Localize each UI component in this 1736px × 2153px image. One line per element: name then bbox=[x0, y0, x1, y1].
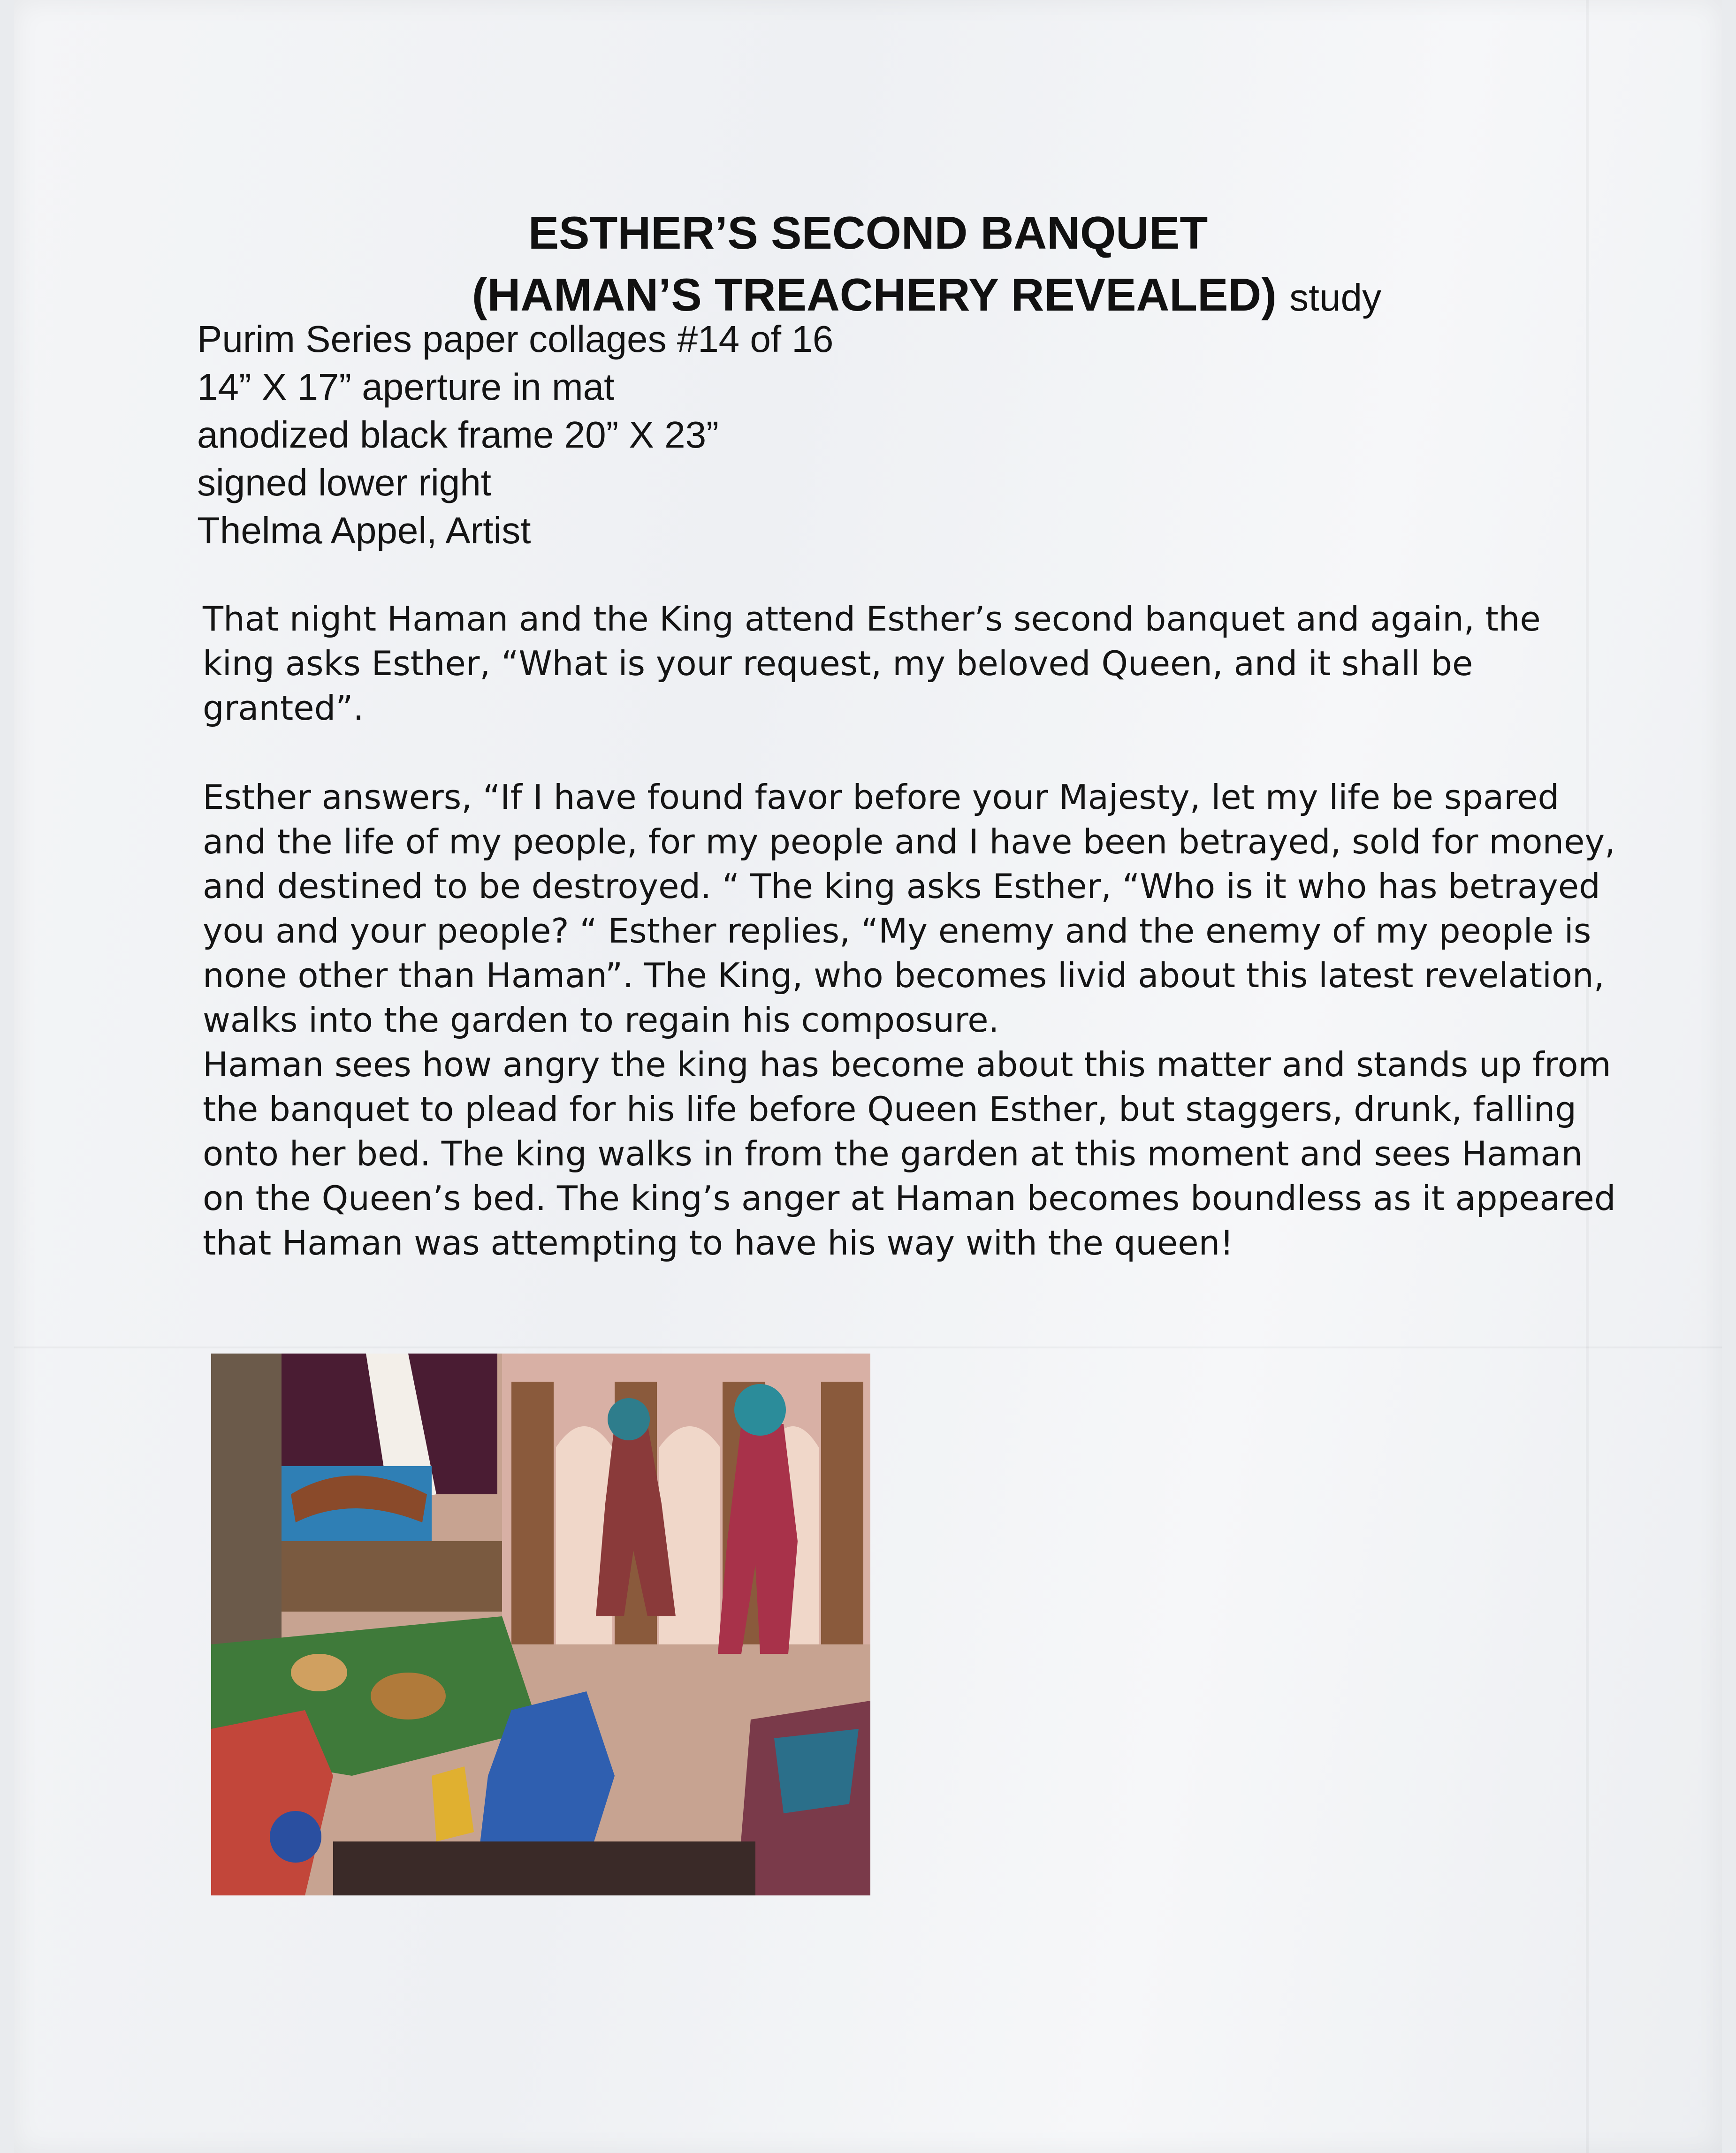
detail-artist: Thelma Appel, Artist bbox=[197, 510, 531, 551]
collage-illustration bbox=[211, 1354, 870, 1895]
detail-series: Purim Series paper collages #14 of 16 bbox=[197, 318, 834, 360]
page-title bbox=[0, 202, 1736, 329]
collage-image bbox=[211, 1354, 870, 1895]
story-text bbox=[203, 597, 1620, 1265]
title-suffix: study bbox=[1289, 276, 1382, 319]
paragraph: That night Haman and the King attend Esther’s second banquet and again, the king asks Esther, “What is your request, my beloved Queen, and it shall be granted”. bbox=[203, 599, 1541, 728]
detail-aperture: 14” X 17” aperture in mat bbox=[197, 366, 615, 408]
paragraph: Esther answers, “If I have found favor before your Majesty, let my life be spared and the life of my people, for my people and I have been betrayed, sold for money, and destined to be destroyed. “ The king asks Esther, “Who is it who has betrayed you and your people? “ Esther replies, “My enemy and the enemy of my people is none other than Haman”. The King, who becomes livid about this latest revelation, walks into the garden to regain his composure. bbox=[203, 777, 1615, 1040]
paragraph: Haman sees how angry the king has become about this matter and stands up from the banquet to plead for his life before Queen Esther, but staggers, drunk, falling onto her bed. The king walks in from the garden at this moment and sees Haman on the Queen’s bed. The king’s anger at Haman becomes boundless as it appeared that Haman was attempting to have his way with the queen! bbox=[203, 1045, 1616, 1263]
title-line-2: (HAMAN’S TREACHERY REVEALED) bbox=[472, 269, 1277, 320]
paper-crease bbox=[14, 1347, 1722, 1348]
detail-frame: anodized black frame 20” X 23” bbox=[197, 414, 719, 456]
title-line-1: ESTHER’S SECOND BANQUET bbox=[528, 207, 1208, 259]
detail-signature: signed lower right bbox=[197, 462, 491, 503]
artwork-details bbox=[197, 315, 833, 555]
